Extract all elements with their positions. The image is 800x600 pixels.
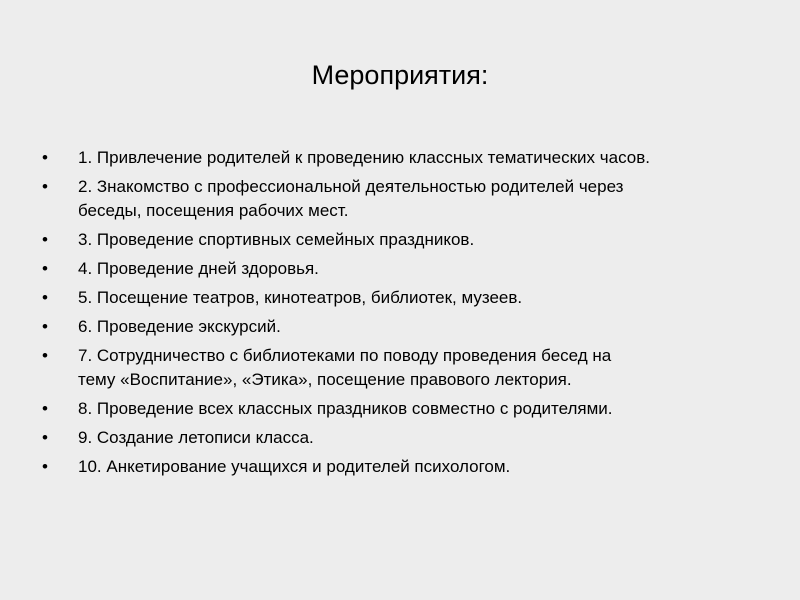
bullet-icon: • (42, 428, 48, 447)
list-item (0, 175, 800, 223)
list-item-text: 9. Создание летописи класса. (78, 428, 314, 447)
bullet-icon: • (42, 230, 48, 249)
list-item (0, 146, 800, 170)
bullet-icon: • (42, 177, 48, 196)
slide-title: Мероприятия: (311, 60, 489, 90)
list-item (0, 455, 800, 479)
list-item-text: 3. Проведение спортивных семейных праздников. (78, 230, 475, 249)
list-item-text: 10. Анкетирование учащихся и родителей психологом. (78, 457, 511, 476)
list-item (0, 397, 800, 421)
activities-list (0, 146, 800, 484)
bullet-icon: • (42, 288, 48, 307)
bullet-icon: • (42, 148, 48, 167)
list-item (0, 257, 800, 281)
list-item-text: тему «Воспитание», «Этика», посещение правового лектория. (78, 370, 572, 389)
list-item-text: 4. Проведение дней здоровья. (78, 259, 319, 278)
bullet-icon: • (42, 399, 48, 418)
list-item (0, 344, 800, 392)
list-item-text: 2. Знакомство с профессиональной деятельностью родителей через (78, 177, 624, 196)
list-item-text: 5. Посещение театров, кинотеатров, библиотек, музеев. (78, 288, 523, 307)
list-item (0, 315, 800, 339)
list-item-text: 1. Привлечение родителей к проведению классных тематических часов. (78, 148, 650, 167)
bullet-icon: • (42, 346, 48, 365)
list-item (0, 286, 800, 310)
list-item-text: 8. Проведение всех классных праздников совместно с родителями. (78, 399, 613, 418)
list-item-text: беседы, посещения рабочих мест. (78, 201, 349, 220)
list-item-text: 6. Проведение экскурсий. (78, 317, 281, 336)
bullet-icon: • (42, 317, 48, 336)
bullet-icon: • (42, 457, 48, 476)
list-item (0, 228, 800, 252)
bullet-icon: • (42, 259, 48, 278)
list-item (0, 426, 800, 450)
list-item-text: 7. Сотрудничество с библиотеками по поводу проведения бесед на (78, 346, 612, 365)
